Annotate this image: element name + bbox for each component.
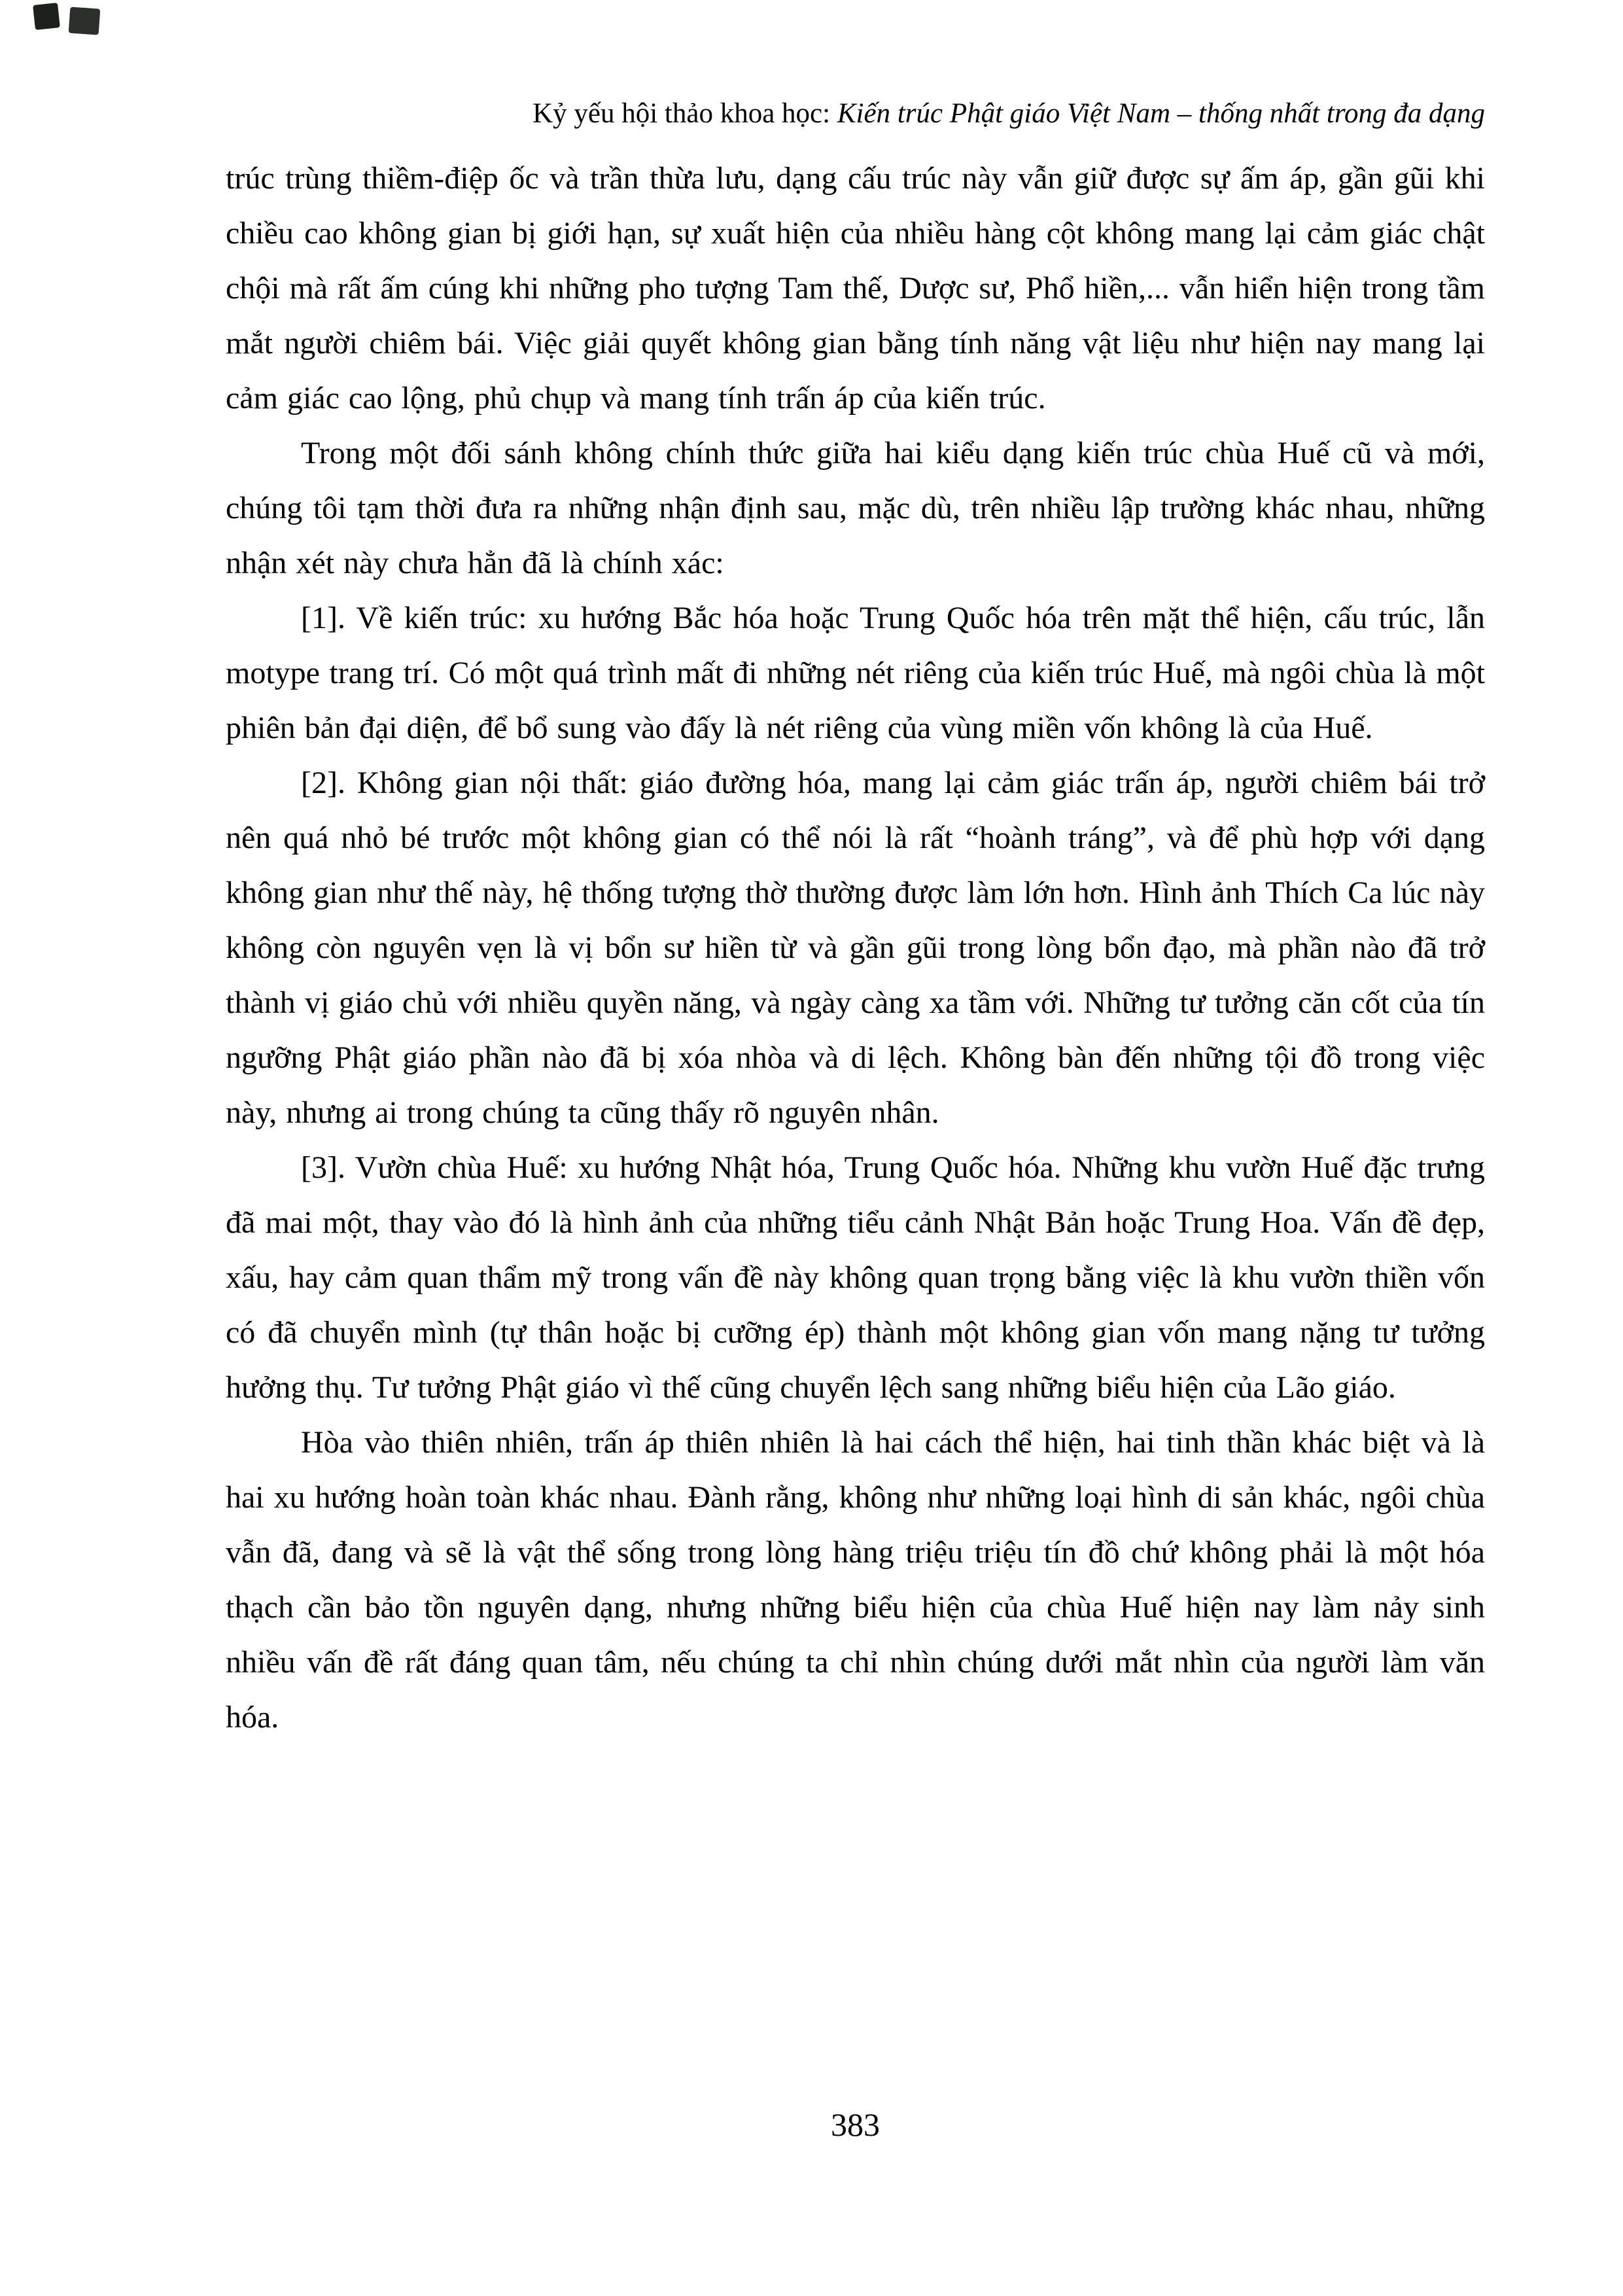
paragraph-conclusion: Hòa vào thiên nhiên, trấn áp thiên nhiên là hai cách thể hiện, hai tinh thần khác biệt và là hai xu hướng hoàn toàn khác nhau. Đành rằng, không như những loại hình di sản khác, ngôi chùa vẫn đã, đang và sẽ là vật thể sống trong lòng hàng triệu triệu tín đồ chứ không phải là một hóa thạch cần bảo tồn nguyên dạng, nhưng những biểu hiện của chùa Huế hiện nay làm nảy sinh nhiều vấn đề rất đáng quan tâm, nếu chúng ta chỉ nhìn chúng dưới mắt nhìn của người làm văn hóa. — [226, 1425, 1485, 1735]
paragraph-point-3-garden: [3]. Vườn chùa Huế: xu hướng Nhật hóa, Trung Quốc hóa. Những khu vườn Huế đặc trưng đã mai một, thay vào đó là hình ảnh của những tiểu cảnh Nhật Bản hoặc Trung Hoa. Vấn đề đẹp, xấu, hay cảm quan thẩm mỹ trong vấn đề này không quan trọng bằng việc là khu vườn thiền vốn có đã chuyển mình (tự thân hoặc bị cưỡng ép) thành một không gian vốn mang nặng tư tưởng hưởng thụ. Tư tưởng Phật giáo vì thế cũng chuyển lệch sang những biểu hiện của Lão giáo. — [226, 1150, 1485, 1405]
scan-artifact — [33, 3, 60, 30]
paragraph-comparison-intro: Trong một đối sánh không chính thức giữa hai kiểu dạng kiến trúc chùa Huế cũ và mới, chúng tôi tạm thời đưa ra những nhận định sau, mặc dù, trên nhiều lập trường khác nhau, những nhận xét này chưa hẳn đã là chính xác: — [226, 436, 1485, 580]
paragraph-point-2-interior: [2]. Không gian nội thất: giáo đường hóa, mang lại cảm giác trấn áp, người chiêm bái trở nên quá nhỏ bé trước một không gian có thể nói là rất “hoành tráng”, và để phù hợp với dạng không gian như thế này, hệ thống tượng thờ thường được làm lớn hơn. Hình ảnh Thích Ca lúc này không còn nguyên vẹn là vị bổn sư hiền từ và gần gũi trong lòng bổn đạo, mà phần nào đã trở thành vị giáo chủ với nhiều quyền năng, và ngày càng xa tầm với. Những tư tưởng căn cốt của tín ngưỡng Phật giáo phần nào đã bị xóa nhòa và di lệch. Không bàn đến những tội đồ trong việc này, nhưng ai trong chúng ta cũng thấy rõ nguyên nhân. — [226, 766, 1485, 1130]
header-prefix: Kỷ yếu hội thảo khoa học: — [532, 98, 837, 129]
header-proceedings-title: Kiến trúc Phật giáo Việt Nam – thống nhất trong đa dạng — [837, 98, 1485, 129]
paragraph-continuation: trúc trùng thiềm-điệp ốc và trần thừa lưu, dạng cấu trúc này vẫn giữ được sự ấm áp, gần gũi khi chiều cao không gian bị giới hạn, sự xuất hiện của nhiều hàng cột không mang lại cảm giác chật chội mà rất ấm cúng khi những pho tượng Tam thế, Dược sư, Phổ hiền,... vẫn hiển hiện trong tầm mắt người chiêm bái. Việc giải quyết không gian bằng tính năng vật liệu như hiện nay mang lại cảm giác cao lộng, phủ chụp và mang tính trấn áp của kiến trúc. — [226, 161, 1485, 415]
page-number: 383 — [831, 2106, 880, 2143]
page-body — [226, 151, 1485, 1745]
scan-artifact — [69, 7, 101, 35]
running-header — [226, 96, 1485, 132]
paragraph-point-1-architecture: [1]. Về kiến trúc: xu hướng Bắc hóa hoặc Trung Quốc hóa trên mặt thể hiện, cấu trúc, lẫn motype trang trí. Có một quá trình mất đi những nét riêng của kiến trúc Huế, mà ngôi chùa là một phiên bản đại diện, để bổ sung vào đấy là nét riêng của vùng miền vốn không là của Huế. — [226, 601, 1485, 745]
